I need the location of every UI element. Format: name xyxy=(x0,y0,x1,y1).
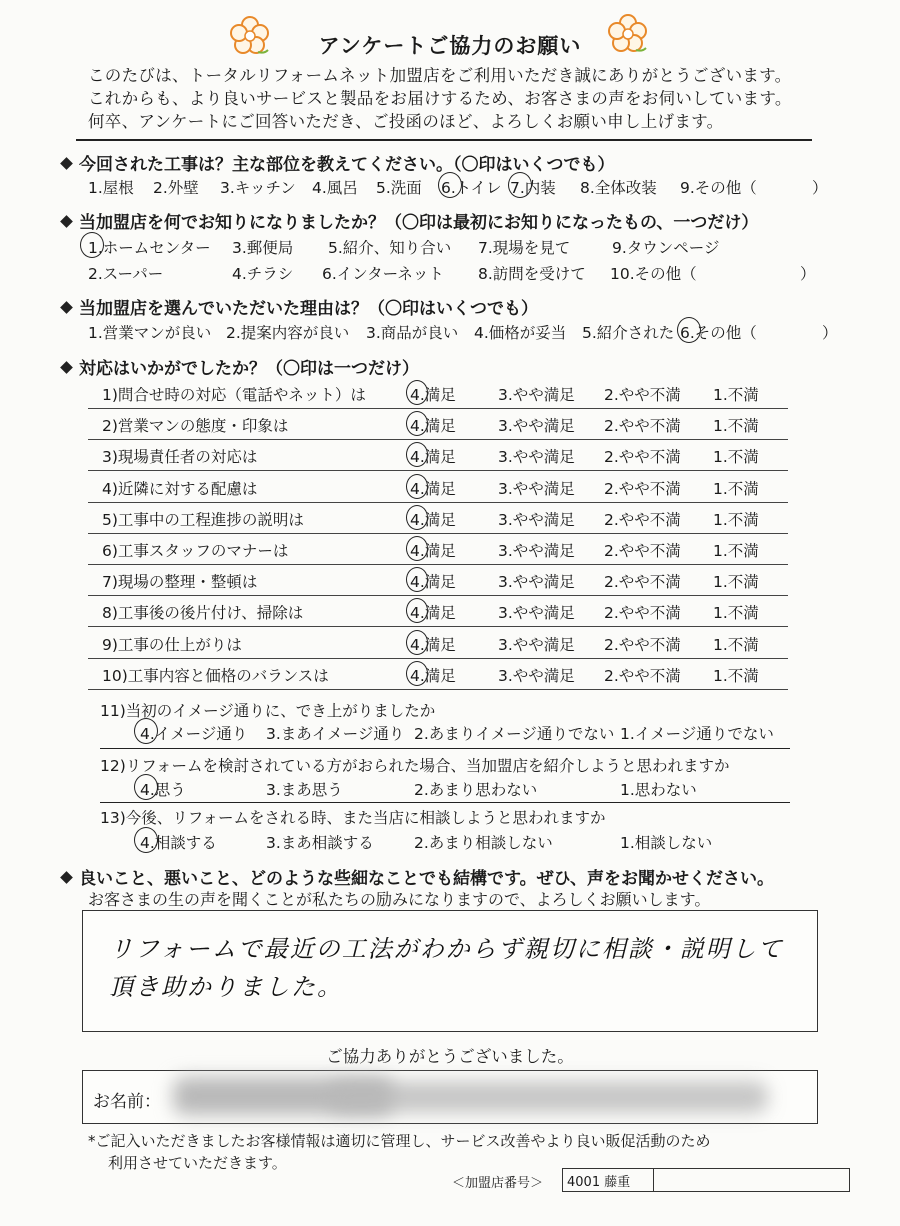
q11-option[interactable]: 1.イメージ通りでない xyxy=(620,725,774,743)
rating-row xyxy=(88,565,788,596)
intro-line: このたびは、トータルリフォームネット加盟店をご利用いただき誠にありがとうございます。 xyxy=(88,66,792,85)
rating-option[interactable]: 4.満足 xyxy=(410,448,456,467)
rating-option[interactable]: 4.満足 xyxy=(410,666,456,685)
rating-option[interactable]: 3.やや満足 xyxy=(498,604,575,623)
q2-option[interactable]: 5.紹介、知り合い xyxy=(328,239,452,257)
rating-item-label: 3)現場責任者の対応は xyxy=(102,448,258,467)
rating-option[interactable]: 3.やや満足 xyxy=(498,542,575,560)
q3-option[interactable]: 3.商品が良い xyxy=(366,324,459,342)
q1-option: ） xyxy=(812,179,828,197)
answer-circle xyxy=(134,827,158,853)
rating-item-label: 7)現場の整理・整頓は xyxy=(102,573,258,592)
answer-circle xyxy=(134,774,158,800)
rating-item-label: 4)近隣に対する配慮は xyxy=(102,479,258,498)
q1-option[interactable]: 2.外壁 xyxy=(153,179,199,197)
q1-option[interactable]: 9.その他（ xyxy=(680,179,757,197)
handwritten-comment: 頂き助かりました。 xyxy=(109,973,343,1001)
rating-option[interactable]: 1.不満 xyxy=(713,635,759,654)
rating-option[interactable]: 1.不満 xyxy=(713,573,759,592)
rating-item-label: 10)工事内容と価格のバランスは xyxy=(102,666,329,685)
comments-title: 良いこと、悪いこと、どのような些細なことでも結構です。ぜひ、声をお聞かせください。 xyxy=(62,864,774,889)
q13-option[interactable]: 2.あまり相談しない xyxy=(414,834,553,852)
rating-option[interactable]: 1.不満 xyxy=(713,542,759,560)
rating-option[interactable]: 4.満足 xyxy=(410,573,456,592)
q2-option: ） xyxy=(800,265,816,283)
redacted-name xyxy=(328,1081,768,1113)
rating-option[interactable]: 1.不満 xyxy=(713,479,759,498)
rating-row xyxy=(88,534,788,565)
rating-option[interactable]: 4.満足 xyxy=(410,604,456,623)
rating-item-label: 5)工事中の工程進捗の説明は xyxy=(102,510,304,529)
rating-option[interactable]: 2.やや不満 xyxy=(604,417,681,436)
q13-option[interactable]: 3.まあ相談する xyxy=(266,834,374,852)
rating-option[interactable]: 1.不満 xyxy=(713,666,759,685)
rating-option[interactable]: 1.不満 xyxy=(713,417,759,436)
q1-title: 今回された工事は？主な部位を教えてください。（〇印はいくつでも） xyxy=(62,150,615,175)
handwritten-comment: リフォームで最近の工法がわからず親切に相談・説明して xyxy=(109,935,784,963)
rating-row xyxy=(88,659,788,690)
q3-option[interactable]: 6.その他（ xyxy=(680,324,757,342)
rating-option[interactable]: 4.満足 xyxy=(410,386,456,404)
q2-option[interactable]: 2.スーパー xyxy=(88,265,164,283)
divider xyxy=(653,1169,654,1191)
rating-item-label: 1)問合せ時の対応（電話やネット）は xyxy=(102,386,366,404)
q12-option[interactable]: 1.思わない xyxy=(620,781,697,799)
q1-option[interactable]: 6.トイレ xyxy=(441,179,502,197)
rating-option[interactable]: 1.不満 xyxy=(713,604,759,623)
rating-option[interactable]: 3.やや満足 xyxy=(498,510,575,529)
q2-option[interactable]: 8.訪問を受けて xyxy=(478,265,586,283)
q11-title: 11)当初のイメージ通りに、でき上がりましたか xyxy=(100,702,436,720)
q12-option[interactable]: 4.思う xyxy=(140,781,186,799)
rating-option[interactable]: 2.やや不満 xyxy=(604,448,681,467)
q11-option[interactable]: 4.イメージ通り xyxy=(140,725,248,743)
rating-option[interactable]: 2.やや不満 xyxy=(604,386,681,404)
q12-title: 12)リフォームを検討されている方がおられた場合、当加盟店を紹介しようと思われますか xyxy=(100,757,730,775)
rating-option[interactable]: 3.やや満足 xyxy=(498,479,575,498)
rating-option[interactable]: 4.満足 xyxy=(410,479,456,498)
q1-option[interactable]: 7.内装 xyxy=(510,179,556,197)
q2-option[interactable]: 6.インターネット xyxy=(322,265,444,283)
q1-option[interactable]: 3.キッチン xyxy=(220,179,296,197)
q4-title: 対応はいかがでしたか？（〇印は一つだけ） xyxy=(62,354,419,379)
rating-option[interactable]: 2.やや不満 xyxy=(604,510,681,529)
answer-circle xyxy=(406,630,428,655)
rating-option[interactable]: 1.不満 xyxy=(713,448,759,467)
rating-option[interactable]: 3.やや満足 xyxy=(498,417,575,436)
rating-option[interactable]: 2.やや不満 xyxy=(604,542,681,560)
q3-title: 当加盟店を選んでいただいた理由は？（〇印はいくつでも） xyxy=(62,294,538,319)
rating-row xyxy=(88,440,788,471)
q13-option[interactable]: 4.相談する xyxy=(140,834,217,852)
rating-option[interactable]: 3.やや満足 xyxy=(498,573,575,592)
divider xyxy=(100,802,790,803)
q12-option[interactable]: 3.まあ思う xyxy=(266,781,343,799)
store-number-box xyxy=(562,1168,850,1192)
row-underline xyxy=(88,689,788,690)
q2-option[interactable]: 3.郵便局 xyxy=(232,239,294,257)
answer-circle xyxy=(134,718,158,744)
answer-circle xyxy=(438,172,462,198)
answer-circle xyxy=(406,661,428,686)
q1-option[interactable]: 8.全体改装 xyxy=(580,179,657,197)
q2-title: 当加盟店を何でお知りになりましたか？（〇印は最初にお知りになったもの、一つだけ） xyxy=(62,208,758,233)
rating-row xyxy=(88,472,788,503)
answer-circle xyxy=(406,474,428,499)
answer-circle xyxy=(406,505,428,530)
divider xyxy=(76,139,812,141)
q13-option[interactable]: 1.相談しない xyxy=(620,834,713,852)
intro-line: これからも、より良いサービスと製品をお届けするため、お客さまの声をお伺いしています。 xyxy=(88,89,792,108)
answer-circle xyxy=(406,380,428,405)
q11-option[interactable]: 2.あまりイメージ通りでない xyxy=(414,725,615,743)
answer-circle xyxy=(677,317,701,343)
q3-option[interactable]: 4.価格が妥当 xyxy=(474,324,567,342)
q1-option[interactable]: 4.風呂 xyxy=(312,179,358,197)
q12-option[interactable]: 2.あまり思わない xyxy=(414,781,538,799)
q3-option[interactable]: 2.提案内容が良い xyxy=(226,324,350,342)
rating-option[interactable]: 2.やや不満 xyxy=(604,635,681,654)
rating-option[interactable]: 4.満足 xyxy=(410,542,456,560)
rating-item-label: 8)工事後の後片付け、掃除は xyxy=(102,604,304,623)
footnote-line: 利用させていただきます。 xyxy=(108,1154,287,1172)
rating-option[interactable]: 3.やや満足 xyxy=(498,448,575,467)
rating-option[interactable]: 4.満足 xyxy=(410,635,456,654)
q3-option[interactable]: 1.営業マンが良い xyxy=(88,324,212,342)
store-number-label: ＜加盟店番号＞ xyxy=(452,1176,544,1191)
q3-option[interactable]: 5.紹介された xyxy=(582,324,675,342)
intro-text xyxy=(88,64,792,133)
footnote-line: *ご記入いただきましたお客様情報は適切に管理し、サービス改善やより良い販促活動のため xyxy=(88,1132,711,1150)
rating-item-label: 6)工事スタッフのマナーは xyxy=(102,542,289,560)
q2-option[interactable]: 10.その他（ xyxy=(610,265,697,283)
answer-circle xyxy=(508,172,532,198)
q13-title: 13)今後、リフォームをされる時、また当店に相談しようと思われますか xyxy=(100,809,606,827)
rating-item-label: 2)営業マンの態度・印象は xyxy=(102,417,289,436)
q3-option: ） xyxy=(822,324,838,342)
rating-option[interactable]: 2.やや不満 xyxy=(604,479,681,498)
rating-option[interactable]: 3.やや満足 xyxy=(498,635,575,654)
rating-row xyxy=(88,378,788,409)
intro-line: 何卒、アンケートにご回答いただき、ご投函のほど、よろしくお願い申し上げます。 xyxy=(88,112,724,131)
answer-circle xyxy=(406,411,428,436)
rating-option[interactable]: 1.不満 xyxy=(713,510,759,529)
q2-option[interactable]: 7.現場を見て xyxy=(478,239,571,257)
q2-option[interactable]: 9.タウンページ xyxy=(612,239,720,257)
rating-option[interactable]: 2.やや不満 xyxy=(604,666,681,685)
rating-item-label: 9)工事の仕上がりは xyxy=(102,635,242,654)
rating-row xyxy=(88,628,788,659)
q2-option[interactable]: 1.ホームセンター xyxy=(88,239,211,257)
q1-option[interactable]: 5.洗面 xyxy=(376,179,422,197)
answer-circle xyxy=(80,232,104,258)
rating-option[interactable]: 2.やや不満 xyxy=(604,573,681,592)
name-box[interactable] xyxy=(82,1070,818,1124)
q1-option[interactable]: 1.屋根 xyxy=(88,179,134,197)
divider xyxy=(100,748,790,749)
q11-option[interactable]: 3.まあイメージ通り xyxy=(266,725,405,743)
page-title: アンケートご協力のお願い xyxy=(318,34,582,58)
name-label: お名前： xyxy=(93,1092,161,1112)
answer-circle xyxy=(406,536,428,561)
rating-row xyxy=(88,409,788,440)
answer-circle xyxy=(406,567,428,592)
comments-subtitle: お客さまの生の声を聞くことが私たちの励みになりますので、よろしくお願いします。 xyxy=(88,890,711,909)
rating-row xyxy=(88,503,788,534)
rating-option[interactable]: 1.不満 xyxy=(713,386,759,404)
rating-option[interactable]: 4.満足 xyxy=(410,510,456,529)
store-code: 4001 藤重 xyxy=(567,1175,631,1190)
rating-row xyxy=(88,596,788,627)
rating-option[interactable]: 2.やや不満 xyxy=(604,604,681,623)
rating-option[interactable]: 3.やや満足 xyxy=(498,386,575,404)
rating-option[interactable]: 4.満足 xyxy=(410,417,456,436)
rating-option[interactable]: 3.やや満足 xyxy=(498,666,575,685)
thanks-text: ご協力ありがとうございました。 xyxy=(326,1047,574,1066)
comment-box[interactable] xyxy=(82,910,818,1032)
q2-option[interactable]: 4.チラシ xyxy=(232,265,294,283)
